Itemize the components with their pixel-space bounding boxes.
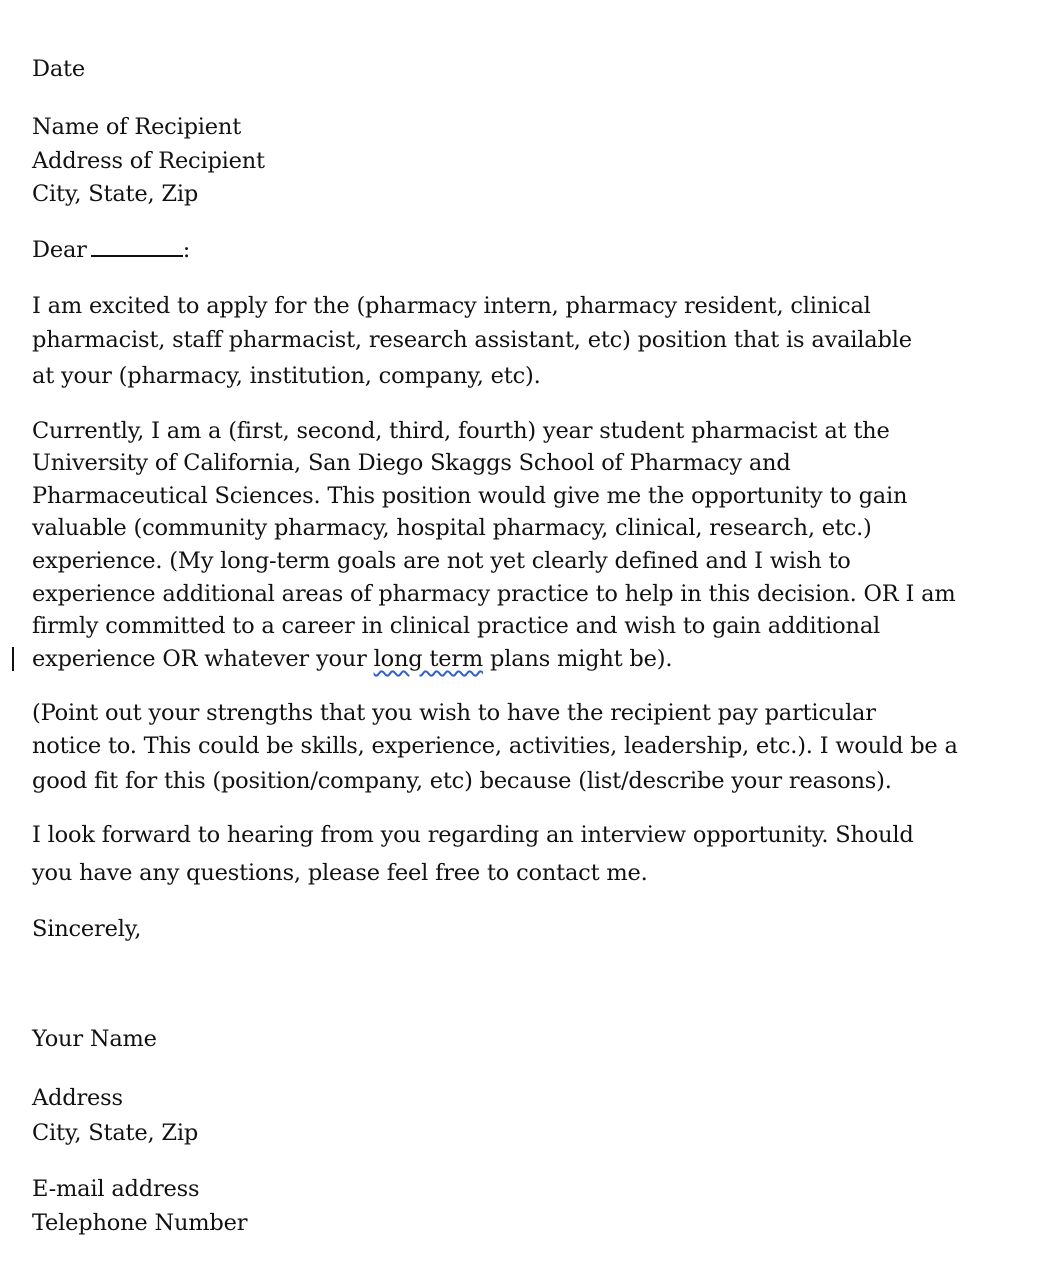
paragraph-1-line: at your (pharmacy, institution, company, etc). — [32, 363, 541, 389]
sender-name: Your Name — [32, 1026, 157, 1052]
closing: Sincerely, — [32, 916, 142, 942]
date-line: Date — [32, 56, 86, 82]
text-cursor — [12, 647, 14, 671]
recipient-address: Address of Recipient — [32, 148, 265, 174]
paragraph-2-last-line — [32, 646, 672, 672]
salutation-blank[interactable] — [91, 237, 183, 257]
salutation — [32, 237, 190, 263]
paragraph-2-line: experience additional areas of pharmacy practice to help in this decision. OR I am — [32, 581, 956, 607]
salutation-text: Dear — [32, 237, 87, 263]
paragraph-2-last-before: experience OR whatever your — [32, 646, 374, 672]
sender-city-state-zip: City, State, Zip — [32, 1120, 199, 1146]
sender-phone: Telephone Number — [32, 1210, 248, 1236]
paragraph-2-line: Currently, I am a (first, second, third, fourth) year student pharmacist at the — [32, 418, 890, 444]
paragraph-2-line: Pharmaceutical Sciences. This position would give me the opportunity to gain — [32, 483, 908, 509]
paragraph-4-line: you have any questions, please feel free to contact me. — [32, 860, 648, 886]
paragraph-2-last-after: plans might be). — [483, 646, 673, 672]
paragraph-2-line: University of California, San Diego Skaggs School of Pharmacy and — [32, 450, 791, 476]
paragraph-2-line: experience. (My long-term goals are not yet clearly defined and I wish to — [32, 548, 851, 574]
recipient-city-state-zip: City, State, Zip — [32, 181, 199, 207]
salutation-colon: : — [182, 237, 191, 263]
sender-address: Address — [32, 1085, 123, 1111]
paragraph-1-line: I am excited to apply for the (pharmacy intern, pharmacy resident, clinical — [32, 293, 871, 319]
grammar-flagged-phrase[interactable]: long term — [373, 646, 484, 672]
paragraph-2-line: firmly committed to a career in clinical practice and wish to gain additional — [32, 613, 881, 639]
recipient-name: Name of Recipient — [32, 114, 242, 140]
paragraph-1-line: pharmacist, staff pharmacist, research assistant, etc) position that is available — [32, 327, 912, 353]
paragraph-3-line: good fit for this (position/company, etc) because (list/describe your reasons). — [32, 768, 892, 794]
paragraph-2-line: valuable (community pharmacy, hospital pharmacy, clinical, research, etc.) — [32, 515, 872, 541]
sender-email: E-mail address — [32, 1176, 200, 1202]
paragraph-3-line: (Point out your strengths that you wish to have the recipient pay particular — [32, 700, 876, 726]
paragraph-4-line: I look forward to hearing from you regarding an interview opportunity. Should — [32, 822, 914, 848]
paragraph-3-line: notice to. This could be skills, experience, activities, leadership, etc.). I would be a — [32, 733, 958, 759]
